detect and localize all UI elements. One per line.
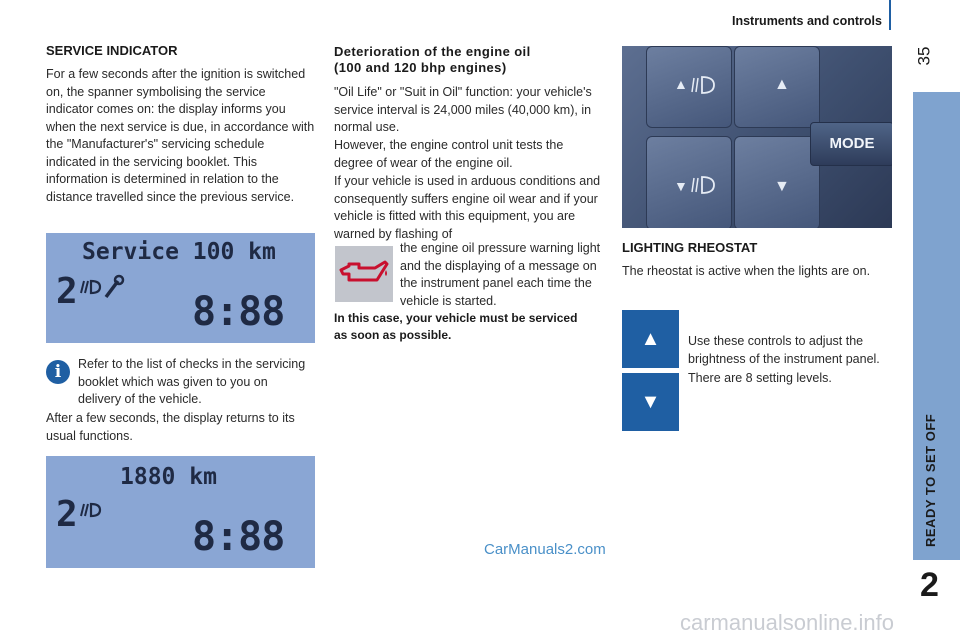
chapter-number: 2 bbox=[920, 566, 939, 604]
service-display-1-clock: 8:88 bbox=[192, 289, 285, 335]
service-display-1-text: Service 100 km bbox=[82, 239, 276, 265]
page-number: 35 bbox=[914, 46, 934, 66]
oil-paragraph-3-side: the engine oil pressure warning light and the displaying of a message on the instrument panel each time the vehicle is started. bbox=[400, 241, 601, 308]
rheostat-note-1: Use these controls to adjust the brightness of the instrument panel. bbox=[688, 334, 880, 366]
oil-paragraph-1: "Oil Life" or "Suit in Oil" function: your vehicle's service interval is 24,000 miles (40,000 km), in normal use. bbox=[334, 85, 592, 134]
oil-heading-line1: Deterioration of the engine oil bbox=[334, 44, 531, 59]
photo-front-fog-icon-bottom bbox=[690, 174, 718, 196]
photo-down-front-icon: ▼ bbox=[674, 178, 688, 194]
photo-up-front-icon: ▲ bbox=[674, 76, 688, 92]
service-indicator-body: For a few seconds after the ignition is switched on, the spanner symbolising the service indicator comes on: the display informs you when the next service is due, in accordance with the "Manufacturer's" servicing schedule indicated in the servicing booklet. This information is determined in relation to the distance travelled since the previous service. bbox=[46, 67, 315, 204]
photo-mode-label: MODE bbox=[829, 135, 875, 152]
service-display-2-gear: 2 bbox=[56, 494, 78, 535]
service-display-2-clock: 8:88 bbox=[192, 514, 285, 560]
watermark-carmanualsonline: carmanualsonline.info bbox=[680, 610, 895, 635]
header-rule bbox=[889, 0, 891, 30]
page-number-wrap bbox=[914, 40, 937, 70]
oil-can-icon bbox=[335, 246, 393, 302]
rheostat-heading: LIGHTING RHEOSTAT bbox=[622, 240, 758, 255]
photo-up-icon: ▲ bbox=[774, 76, 790, 93]
oil-heading-line2: (100 and 120 bhp engines) bbox=[334, 60, 507, 75]
rheostat-body: The rheostat is active when the lights are on. bbox=[622, 264, 871, 278]
watermark-carmanuals2: CarManuals2.com bbox=[484, 541, 606, 558]
service-display-2 bbox=[46, 456, 315, 568]
service-indicator-heading: SERVICE INDICATOR bbox=[46, 43, 178, 58]
service-display-2-text: 1880 km bbox=[120, 464, 217, 490]
headlamp-spanner-icon bbox=[78, 273, 128, 303]
info-note: Refer to the list of checks in the servicing booklet which was given to you on delivery of the vehicle. bbox=[78, 357, 306, 406]
info-icon: i bbox=[46, 360, 70, 384]
service-display-1 bbox=[46, 233, 315, 343]
photo-button-front-down bbox=[646, 136, 732, 228]
oil-service-note: In this case, your vehicle must be serviced as soon as possible. bbox=[334, 311, 578, 342]
rheostat-down-button: ▼ bbox=[622, 373, 679, 431]
chapter-tab-label: READY TO SET OFF bbox=[923, 413, 938, 547]
chapter-tab bbox=[913, 92, 960, 640]
oil-paragraph-2: However, the engine control unit tests the degree of wear of the engine oil. bbox=[334, 138, 564, 170]
service-display-1-gear: 2 bbox=[56, 271, 78, 312]
oil-paragraph-3: If your vehicle is used in arduous conditions and consequently suffers engine oil wear and if your vehicle is fitted with this equipment, you are warned by flashing of bbox=[334, 174, 601, 241]
oil-warning-box bbox=[335, 246, 393, 302]
headlamp-icon bbox=[78, 496, 108, 526]
photo-mode-button bbox=[810, 122, 892, 166]
photo-front-fog-icon-top bbox=[690, 74, 718, 96]
dashboard-controls-photo bbox=[622, 46, 892, 228]
page-header-title: Instruments and controls bbox=[731, 14, 882, 28]
rheostat-note-2: There are 8 setting levels. bbox=[688, 371, 832, 385]
after-text: After a few seconds, the display returns to its usual functions. bbox=[46, 411, 295, 443]
rheostat-up-button: ▲ bbox=[622, 310, 679, 368]
photo-down-icon: ▼ bbox=[774, 178, 790, 195]
photo-button-front-up bbox=[646, 46, 732, 128]
